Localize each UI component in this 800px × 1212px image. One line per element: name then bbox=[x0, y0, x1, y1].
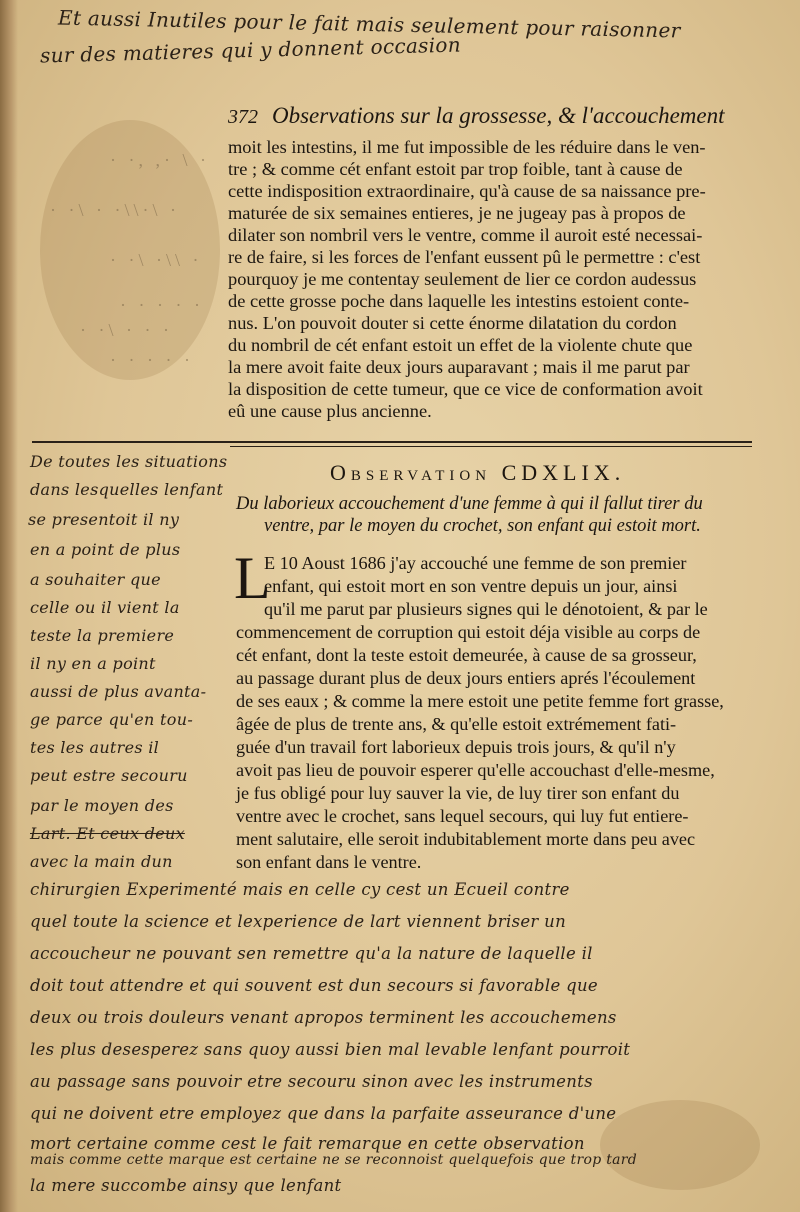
body-text-line: maturée de six semaines entieres, je ne jugeay pas à propos de bbox=[228, 203, 686, 223]
bleed-through-marks: · · · · · bbox=[110, 350, 194, 370]
observation-text-line: son enfant dans le ventre. bbox=[236, 852, 422, 872]
body-text-line: cette indisposition extraordinaire, qu'à cause de sa naissance pre- bbox=[228, 181, 706, 201]
marginalia-left-line: teste la premiere bbox=[30, 626, 175, 645]
observation-text-line: avoit pas lieu de pouvoir esperer qu'elle accouchast d'elle-mesme, bbox=[236, 760, 715, 780]
body-text-line: moit les intestins, il me fut impossible de les réduire dans le ven- bbox=[228, 137, 706, 157]
marginalia-bottom-line: qui ne doivent etre employez que dans la parfaite asseurance d'une bbox=[30, 1104, 617, 1123]
marginalia-left-line: en a point de plus bbox=[30, 540, 181, 559]
running-head bbox=[228, 103, 725, 129]
marginalia-left-line: tes les autres il bbox=[30, 738, 160, 757]
marginalia-bottom-line: la mere succombe ainsy que lenfant bbox=[30, 1176, 342, 1195]
observation-subtitle-line: Du laborieux accouchement d'une femme à qui il fallut tirer du bbox=[236, 494, 703, 514]
marginalia-left-line: De toutes les situations bbox=[30, 452, 228, 471]
marginalia-bottom-line: les plus desesperez sans quoy aussi bien mal levable lenfant pourroit bbox=[30, 1040, 631, 1059]
marginalia-bottom-line: chirurgien Experimenté mais en celle cy cest un Ecueil contre bbox=[30, 880, 570, 899]
drop-cap: L bbox=[234, 545, 271, 611]
marginalia-top-line: sur des matieres qui y donnent occasion bbox=[39, 32, 462, 68]
marginalia-left-line: ge parce qu'en tou- bbox=[30, 710, 194, 729]
marginalia-bottom-line: mort certaine comme cest le fait remarque en cette observation bbox=[30, 1134, 585, 1153]
body-text-line: pourquoy je me contentay seulement de lier ce cordon audessus bbox=[228, 269, 697, 289]
observation-text-line: E 10 Aoust 1686 j'ay accouché une femme de son premier bbox=[264, 553, 687, 573]
observation-text-line: enfant, qui estoit mort en son ventre depuis un jour, ainsi bbox=[264, 576, 678, 596]
body-text-line: de cette grosse poche dans laquelle les intestins estoient conte- bbox=[228, 291, 690, 311]
marginalia-left-line: celle ou il vient la bbox=[30, 598, 180, 617]
marginalia-left-line: il ny en a point bbox=[30, 654, 156, 673]
show-through-stain bbox=[600, 1100, 760, 1190]
observation-text-line: je fus obligé pour luy sauver la vie, de luy tirer son enfant du bbox=[236, 783, 680, 803]
observation-text-line: qu'il me parut par plusieurs signes qui le dénotoient, & par le bbox=[264, 599, 708, 619]
observation-text-line: guée d'un travail fort laborieux depuis trois jours, & qu'il n'y bbox=[236, 737, 676, 757]
marginalia-bottom-line: accoucheur ne pouvant sen remettre qu'a la nature de laquelle il bbox=[30, 944, 593, 963]
page-number: 372 bbox=[228, 106, 258, 128]
observation-text-line: cét enfant, dont la teste estoit demeurée, à cause de sa grosseur, bbox=[236, 645, 697, 665]
section-rule-thin bbox=[230, 446, 752, 447]
marginalia-bottom-line: quel toute la science et lexperience de lart viennent briser un bbox=[30, 912, 566, 931]
observation-text-line: commencement de corruption qui estoit déja visible au corps de bbox=[236, 622, 701, 642]
marginalia-bottom-line: doit tout attendre et qui souvent est dun secours si favorable que bbox=[30, 976, 598, 995]
observation-text-line: ventre avec le crochet, sans lequel secours, qui luy fut entiere- bbox=[236, 806, 689, 826]
marginalia-bottom-line: au passage sans pouvoir etre secouru sinon avec les instruments bbox=[30, 1072, 593, 1091]
observation-text-line: au passage durant plus de deux jours entiers aprés l'écoulement bbox=[236, 668, 696, 688]
body-text-line: la disposition de cette tumeur, que ce vice de conformation avoit bbox=[228, 379, 703, 399]
marginalia-left-line: se presentoit il ny bbox=[28, 510, 180, 529]
marginalia-bottom-line: mais comme cette marque est certaine ne se reconnoist quelquefois que trop tard bbox=[30, 1152, 638, 1168]
body-text-line: nus. L'on pouvoit douter si cette énorme dilatation du cordon bbox=[228, 313, 677, 333]
body-text-line: du nombril de cét enfant estoit un effet de la violente chute que bbox=[228, 335, 693, 355]
observation-text-line: de ses eaux ; & comme la mere estoit une petite femme fort grasse, bbox=[236, 691, 724, 711]
body-text-line: tre ; & comme cét enfant estoit par trop foible, tant à cause de bbox=[228, 159, 683, 179]
marginalia-left-line: avec la main dun bbox=[30, 852, 173, 871]
body-text-line: eû une cause plus ancienne. bbox=[228, 401, 432, 421]
bleed-through-marks: · ·\ · ·\\·\ · bbox=[50, 200, 180, 220]
body-text-line: re de faire, si les forces de l'enfant eussent pû le permettre : c'est bbox=[228, 247, 701, 267]
marginalia-left-line: dans lesquelles lenfant bbox=[30, 480, 224, 499]
marginalia-left-line: a souhaiter que bbox=[30, 570, 161, 589]
section-rule bbox=[32, 441, 752, 443]
marginalia-left-line: par le moyen des bbox=[30, 796, 174, 815]
marginalia-top-line: Et aussi Inutiles pour le fait mais seulement pour raisonner bbox=[57, 5, 681, 43]
observation-subtitle-line: ventre, par le moyen du crochet, son enfant qui estoit mort. bbox=[264, 516, 701, 536]
marginalia-left-line: Lart. Et ceux deux bbox=[30, 824, 185, 843]
body-text-line: la mere avoit faite deux jours auparavant ; mais il me parut par bbox=[228, 357, 690, 377]
running-head-title: Observations sur la grossesse, & l'accouchement bbox=[272, 103, 725, 128]
page-binding bbox=[0, 0, 18, 1212]
observation-text-line: âgée de plus de trente ans, & qu'elle estoit extrémement fati- bbox=[236, 714, 677, 734]
body-text-line: dilater son nombril vers le ventre, comme il auroit esté necessai- bbox=[228, 225, 703, 245]
observation-text-line: ment salutaire, elle seroit indubitablement morte dans peu avec bbox=[236, 829, 696, 849]
bleed-through-marks: · ·\ · · · bbox=[80, 320, 173, 340]
marginalia-left-line: aussi de plus avanta- bbox=[30, 682, 207, 701]
observation-heading: Observation CDXLIX. bbox=[330, 460, 626, 485]
bleed-through-marks: · ·\ ·\\ · bbox=[110, 250, 203, 270]
bleed-through-marks: · · · · · bbox=[120, 295, 204, 315]
bleed-through-marks: · ·, ,· \ · bbox=[110, 150, 210, 170]
marginalia-bottom-line: deux ou trois douleurs venant apropos terminent les accouchemens bbox=[30, 1008, 617, 1027]
marginalia-left-line: peut estre secouru bbox=[30, 766, 188, 785]
